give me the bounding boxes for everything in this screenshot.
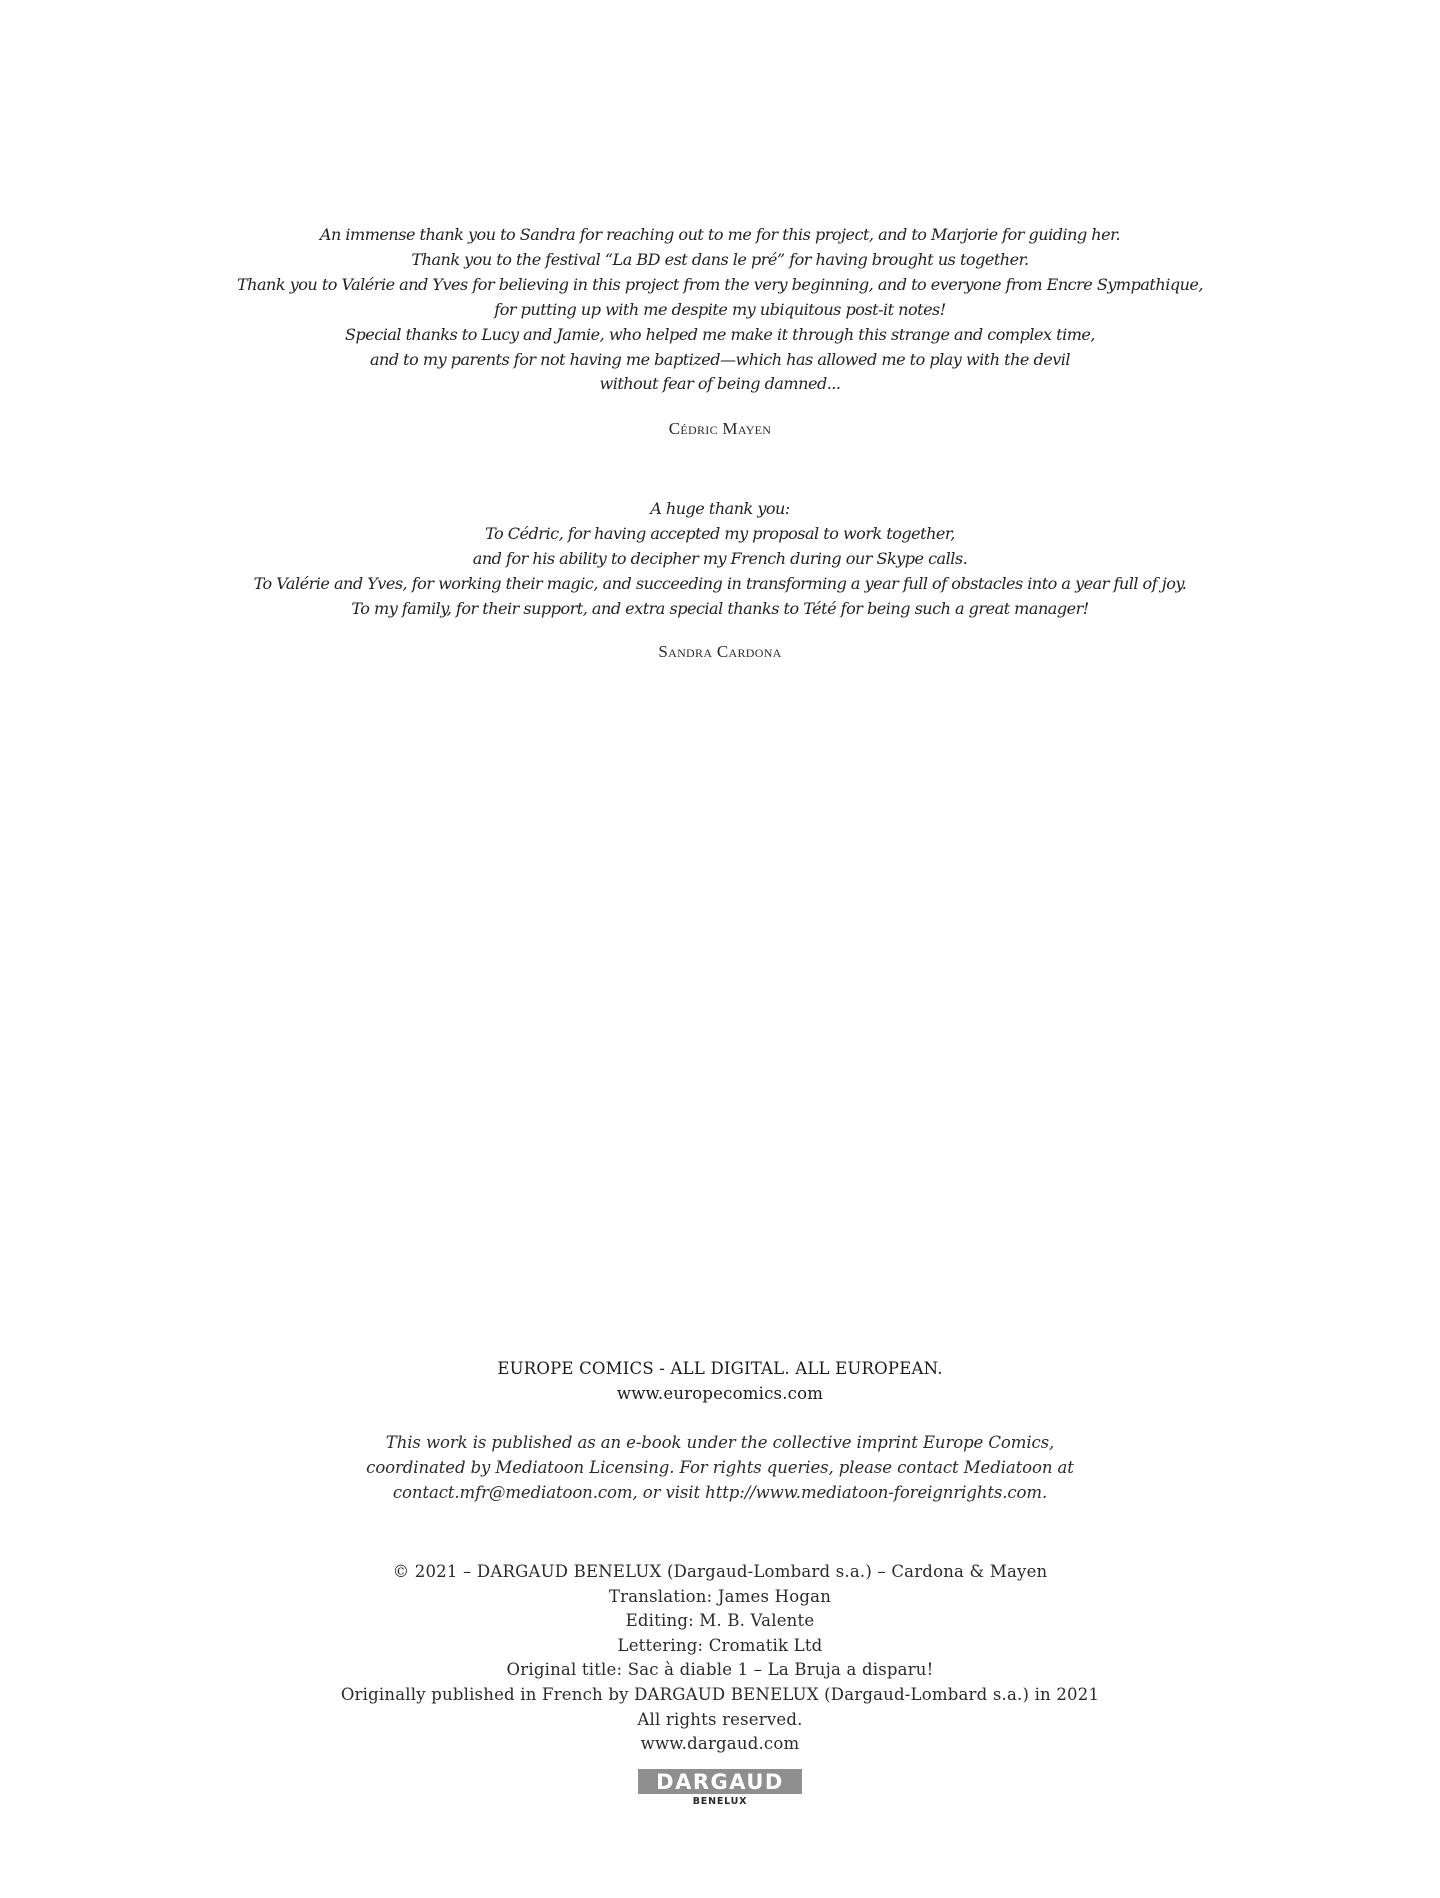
acknowledgments-cardona <box>0 497 1440 622</box>
copyright-line: © 2021 – DARGAUD BENELUX (Dargaud-Lombard s.a.) – Cardona & Mayen <box>392 1562 1048 1581</box>
ack-line: for putting up with me despite my ubiquitous post-it notes! <box>494 299 946 319</box>
ack-line: To Cédric, for having accepted my proposal to work together, <box>485 523 955 543</box>
ack-line: To Valérie and Yves, for working their magic, and succeeding in transforming a year full of obstacles into a year full of joy. <box>253 573 1187 593</box>
original-publication: Originally published in French by DARGAUD BENELUX (Dargaud-Lombard s.a.) in 2021 <box>340 1684 1100 1704</box>
ack-line: and to my parents for not having me baptized—which has allowed me to play with the devil <box>369 349 1071 369</box>
dargaud-website-link[interactable]: www.dargaud.com <box>640 1734 800 1754</box>
lettering-credit: Lettering: Cromatik Ltd <box>617 1635 823 1655</box>
acknowledgments-mayen <box>0 223 1440 397</box>
dargaud-logo <box>0 1769 1440 1807</box>
signature-mayen: Cédric Mayen <box>668 419 772 438</box>
editing-credit: Editing: M. B. Valente <box>625 1611 815 1631</box>
credits <box>0 1560 1440 1757</box>
imprint-line: contact.mfr@mediatoon.com, or visit http://www.mediatoon-foreignrights.com. <box>392 1483 1048 1502</box>
imprint-line: coordinated by Mediatoon Licensing. For rights queries, please contact Mediatoon at <box>366 1458 1074 1477</box>
ack-line: Thank you to the festival “La BD est dans le pré” for having brought us together. <box>411 249 1029 269</box>
ack-line: An immense thank you to Sandra for reaching out to me for this project, and to Marjorie for guiding her. <box>319 225 1121 244</box>
ack-line: A huge thank you: <box>650 499 790 518</box>
publisher-tagline: EUROPE COMICS - ALL DIGITAL. ALL EUROPEAN. <box>497 1359 943 1378</box>
ack-line: Special thanks to Lucy and Jamie, who helped me make it through this strange and complex time, <box>345 324 1095 344</box>
ack-line: To my family, for their support, and extra special thanks to Tété for being such a great manager! <box>351 598 1089 618</box>
imprint-notice <box>0 1430 1440 1505</box>
publisher-website-link[interactable]: www.europecomics.com <box>616 1383 824 1403</box>
ack-line: and for his ability to decipher my French during our Skype calls. <box>472 548 968 568</box>
imprint-line: This work is published as an e-book under the collective imprint Europe Comics, <box>385 1433 1055 1452</box>
ack-line: Thank you to Valérie and Yves for believing in this project from the very beginning, and to everyone from Encre Sympathique, <box>236 274 1203 294</box>
signature-cardona: Sandra Cardona <box>658 642 782 661</box>
translation-credit: Translation: James Hogan <box>608 1586 832 1606</box>
logo-wordmark: DARGAUD <box>638 1769 802 1794</box>
publisher-header <box>0 1357 1440 1406</box>
ack-line: without fear of being damned... <box>599 374 841 394</box>
rights-reserved: All rights reserved. <box>637 1709 803 1729</box>
original-title: Original title: Sac à diable 1 – La Bruja a disparu! <box>506 1660 934 1680</box>
logo-subtitle: BENELUX <box>692 1796 748 1807</box>
